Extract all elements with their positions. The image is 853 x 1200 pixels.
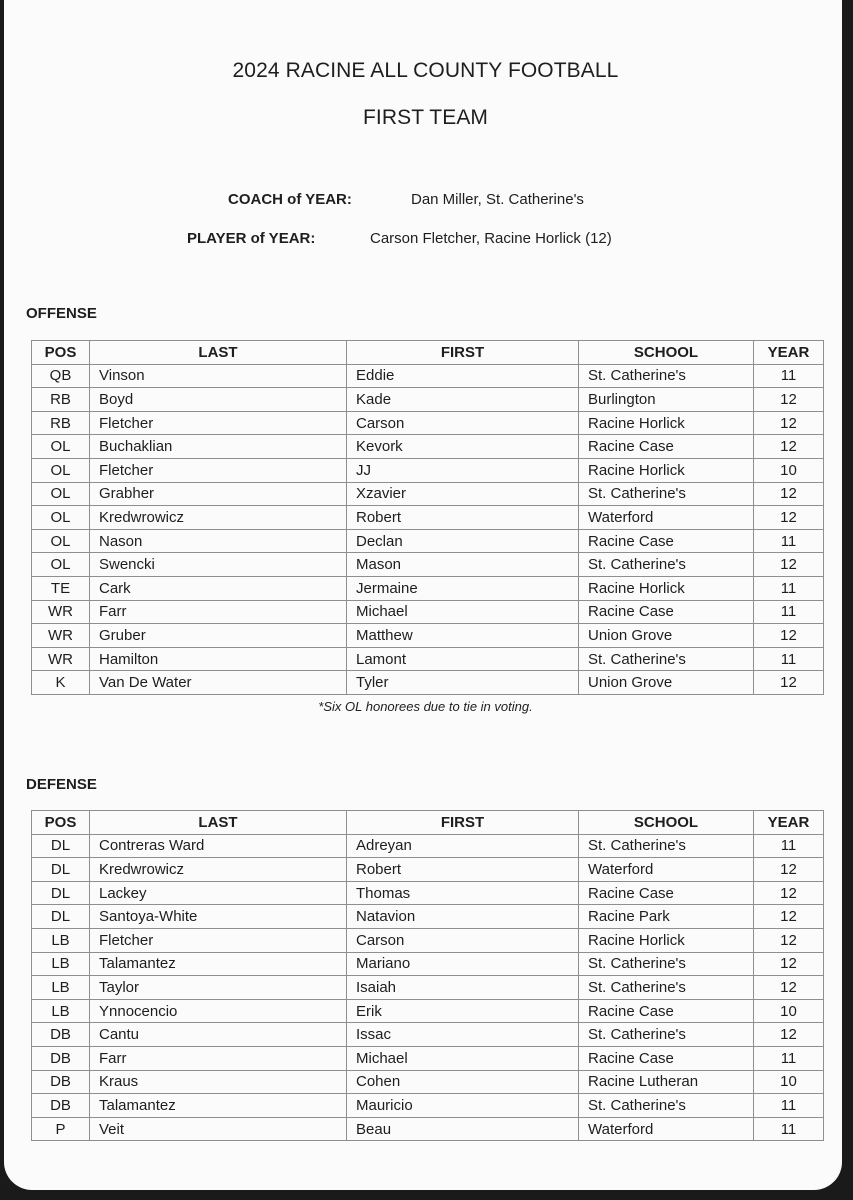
last-cell: Cantu: [90, 1023, 347, 1047]
pos-cell: OL: [32, 553, 90, 577]
last-cell: Farr: [90, 600, 347, 624]
defense-table: [31, 810, 824, 1141]
column-header-pos: POS: [32, 341, 90, 365]
table-row: [32, 1117, 824, 1141]
year-cell: 12: [754, 506, 824, 530]
year-cell: 12: [754, 928, 824, 952]
table-row: [32, 364, 824, 388]
school-cell: St. Catherine's: [579, 834, 754, 858]
pos-cell: DL: [32, 834, 90, 858]
last-cell: Talamantez: [90, 952, 347, 976]
year-cell: 12: [754, 952, 824, 976]
table-row: [32, 553, 824, 577]
pos-cell: LB: [32, 999, 90, 1023]
player-of-year-label: PLAYER of YEAR:: [187, 230, 316, 247]
pos-cell: DL: [32, 858, 90, 882]
school-cell: Racine Lutheran: [579, 1070, 754, 1094]
last-cell: Fletcher: [90, 458, 347, 482]
table-row: [32, 647, 824, 671]
table-row: [32, 435, 824, 459]
year-cell: 11: [754, 1094, 824, 1118]
column-header-first: FIRST: [347, 341, 579, 365]
year-cell: 11: [754, 364, 824, 388]
offense-table: [31, 340, 824, 695]
year-cell: 10: [754, 1070, 824, 1094]
year-cell: 10: [754, 458, 824, 482]
school-cell: Waterford: [579, 1117, 754, 1141]
year-cell: 12: [754, 671, 824, 695]
pos-cell: DB: [32, 1023, 90, 1047]
pos-cell: OL: [32, 458, 90, 482]
defense-heading: DEFENSE: [26, 776, 97, 793]
year-cell: 12: [754, 553, 824, 577]
pos-cell: OL: [32, 506, 90, 530]
table-row: [32, 976, 824, 1000]
last-cell: Hamilton: [90, 647, 347, 671]
first-cell: Carson: [347, 411, 579, 435]
school-cell: Waterford: [579, 858, 754, 882]
year-cell: 11: [754, 1046, 824, 1070]
first-cell: Matthew: [347, 624, 579, 648]
year-cell: 12: [754, 905, 824, 929]
last-cell: Veit: [90, 1117, 347, 1141]
first-cell: Xzavier: [347, 482, 579, 506]
table-row: [32, 600, 824, 624]
last-cell: Gruber: [90, 624, 347, 648]
last-cell: Kredwrowicz: [90, 506, 347, 530]
table-row: [32, 834, 824, 858]
last-cell: Vinson: [90, 364, 347, 388]
school-cell: Racine Case: [579, 1046, 754, 1070]
first-cell: Kade: [347, 388, 579, 412]
last-cell: Santoya-White: [90, 905, 347, 929]
pos-cell: WR: [32, 624, 90, 648]
last-cell: Kraus: [90, 1070, 347, 1094]
offense-table-body: [32, 364, 824, 694]
first-cell: Isaiah: [347, 976, 579, 1000]
pos-cell: TE: [32, 576, 90, 600]
table-row: [32, 999, 824, 1023]
pos-cell: OL: [32, 482, 90, 506]
last-cell: Grabher: [90, 482, 347, 506]
school-cell: St. Catherine's: [579, 1023, 754, 1047]
last-cell: Taylor: [90, 976, 347, 1000]
school-cell: Racine Case: [579, 999, 754, 1023]
pos-cell: OL: [32, 435, 90, 459]
first-cell: Erik: [347, 999, 579, 1023]
year-cell: 12: [754, 858, 824, 882]
school-cell: Racine Horlick: [579, 411, 754, 435]
first-cell: Michael: [347, 600, 579, 624]
first-cell: Adreyan: [347, 834, 579, 858]
last-cell: Van De Water: [90, 671, 347, 695]
pos-cell: DL: [32, 881, 90, 905]
year-cell: 12: [754, 482, 824, 506]
first-cell: Jermaine: [347, 576, 579, 600]
first-cell: Michael: [347, 1046, 579, 1070]
school-cell: St. Catherine's: [579, 364, 754, 388]
school-cell: Racine Horlick: [579, 458, 754, 482]
last-cell: Farr: [90, 1046, 347, 1070]
last-cell: Contreras Ward: [90, 834, 347, 858]
table-row: [32, 1046, 824, 1070]
year-cell: 11: [754, 576, 824, 600]
pos-cell: LB: [32, 928, 90, 952]
school-cell: Waterford: [579, 506, 754, 530]
last-cell: Fletcher: [90, 928, 347, 952]
year-cell: 11: [754, 647, 824, 671]
school-cell: St. Catherine's: [579, 647, 754, 671]
pos-cell: K: [32, 671, 90, 695]
column-header-school: SCHOOL: [579, 811, 754, 835]
table-row: [32, 624, 824, 648]
first-cell: Thomas: [347, 881, 579, 905]
school-cell: Burlington: [579, 388, 754, 412]
table-row: [32, 928, 824, 952]
school-cell: St. Catherine's: [579, 553, 754, 577]
year-cell: 12: [754, 976, 824, 1000]
pos-cell: WR: [32, 647, 90, 671]
offense-header-row: [32, 341, 824, 365]
first-cell: Cohen: [347, 1070, 579, 1094]
school-cell: St. Catherine's: [579, 976, 754, 1000]
pos-cell: RB: [32, 411, 90, 435]
coach-of-year-value: Dan Miller, St. Catherine's: [411, 191, 584, 208]
last-cell: Nason: [90, 529, 347, 553]
last-cell: Lackey: [90, 881, 347, 905]
table-row: [32, 576, 824, 600]
last-cell: Ynnocencio: [90, 999, 347, 1023]
year-cell: 11: [754, 600, 824, 624]
year-cell: 12: [754, 435, 824, 459]
defense-header-row: [32, 811, 824, 835]
player-of-year-value: Carson Fletcher, Racine Horlick (12): [370, 230, 612, 247]
table-row: [32, 1070, 824, 1094]
year-cell: 12: [754, 1023, 824, 1047]
last-cell: Cark: [90, 576, 347, 600]
page-subtitle: FIRST TEAM: [362, 106, 489, 129]
pos-cell: LB: [32, 976, 90, 1000]
year-cell: 12: [754, 388, 824, 412]
column-header-first: FIRST: [347, 811, 579, 835]
school-cell: Union Grove: [579, 671, 754, 695]
first-cell: Robert: [347, 506, 579, 530]
last-cell: Swencki: [90, 553, 347, 577]
pos-cell: WR: [32, 600, 90, 624]
pos-cell: QB: [32, 364, 90, 388]
table-row: [32, 881, 824, 905]
school-cell: St. Catherine's: [579, 952, 754, 976]
first-cell: Robert: [347, 858, 579, 882]
school-cell: St. Catherine's: [579, 1094, 754, 1118]
school-cell: Racine Horlick: [579, 576, 754, 600]
table-row: [32, 458, 824, 482]
offense-heading: OFFENSE: [26, 305, 97, 322]
pos-cell: OL: [32, 529, 90, 553]
last-cell: Kredwrowicz: [90, 858, 347, 882]
offense-footnote: *Six OL honorees due to tie in voting.: [318, 699, 533, 714]
last-cell: Boyd: [90, 388, 347, 412]
pos-cell: RB: [32, 388, 90, 412]
table-row: [32, 506, 824, 530]
year-cell: 12: [754, 624, 824, 648]
first-cell: Tyler: [347, 671, 579, 695]
table-row: [32, 905, 824, 929]
first-cell: Lamont: [347, 647, 579, 671]
first-cell: Issac: [347, 1023, 579, 1047]
coach-of-year-label: COACH of YEAR:: [228, 191, 352, 208]
table-row: [32, 1023, 824, 1047]
first-cell: Mauricio: [347, 1094, 579, 1118]
pos-cell: DB: [32, 1046, 90, 1070]
first-cell: Mason: [347, 553, 579, 577]
pos-cell: DB: [32, 1094, 90, 1118]
school-cell: Racine Case: [579, 435, 754, 459]
column-header-last: LAST: [90, 811, 347, 835]
first-cell: Beau: [347, 1117, 579, 1141]
table-row: [32, 1094, 824, 1118]
first-cell: JJ: [347, 458, 579, 482]
column-header-last: LAST: [90, 341, 347, 365]
column-header-year: YEAR: [754, 341, 824, 365]
school-cell: Racine Case: [579, 600, 754, 624]
year-cell: 12: [754, 411, 824, 435]
last-cell: Buchaklian: [90, 435, 347, 459]
table-row: [32, 529, 824, 553]
pos-cell: DL: [32, 905, 90, 929]
table-row: [32, 388, 824, 412]
year-cell: 12: [754, 881, 824, 905]
defense-table-body: [32, 834, 824, 1141]
column-header-pos: POS: [32, 811, 90, 835]
year-cell: 11: [754, 834, 824, 858]
table-row: [32, 482, 824, 506]
school-cell: Racine Case: [579, 529, 754, 553]
school-cell: Racine Park: [579, 905, 754, 929]
column-header-year: YEAR: [754, 811, 824, 835]
table-row: [32, 858, 824, 882]
first-cell: Carson: [347, 928, 579, 952]
school-cell: St. Catherine's: [579, 482, 754, 506]
pos-cell: DB: [32, 1070, 90, 1094]
table-row: [32, 411, 824, 435]
table-row: [32, 671, 824, 695]
table-row: [32, 952, 824, 976]
first-cell: Declan: [347, 529, 579, 553]
pos-cell: LB: [32, 952, 90, 976]
last-cell: Fletcher: [90, 411, 347, 435]
school-cell: Union Grove: [579, 624, 754, 648]
first-cell: Mariano: [347, 952, 579, 976]
school-cell: Racine Horlick: [579, 928, 754, 952]
year-cell: 11: [754, 529, 824, 553]
pos-cell: P: [32, 1117, 90, 1141]
first-cell: Eddie: [347, 364, 579, 388]
first-cell: Kevork: [347, 435, 579, 459]
year-cell: 10: [754, 999, 824, 1023]
school-cell: Racine Case: [579, 881, 754, 905]
last-cell: Talamantez: [90, 1094, 347, 1118]
page-title: 2024 RACINE ALL COUNTY FOOTBALL: [232, 59, 619, 82]
document-page: [4, 0, 842, 1190]
column-header-school: SCHOOL: [579, 341, 754, 365]
year-cell: 11: [754, 1117, 824, 1141]
first-cell: Natavion: [347, 905, 579, 929]
